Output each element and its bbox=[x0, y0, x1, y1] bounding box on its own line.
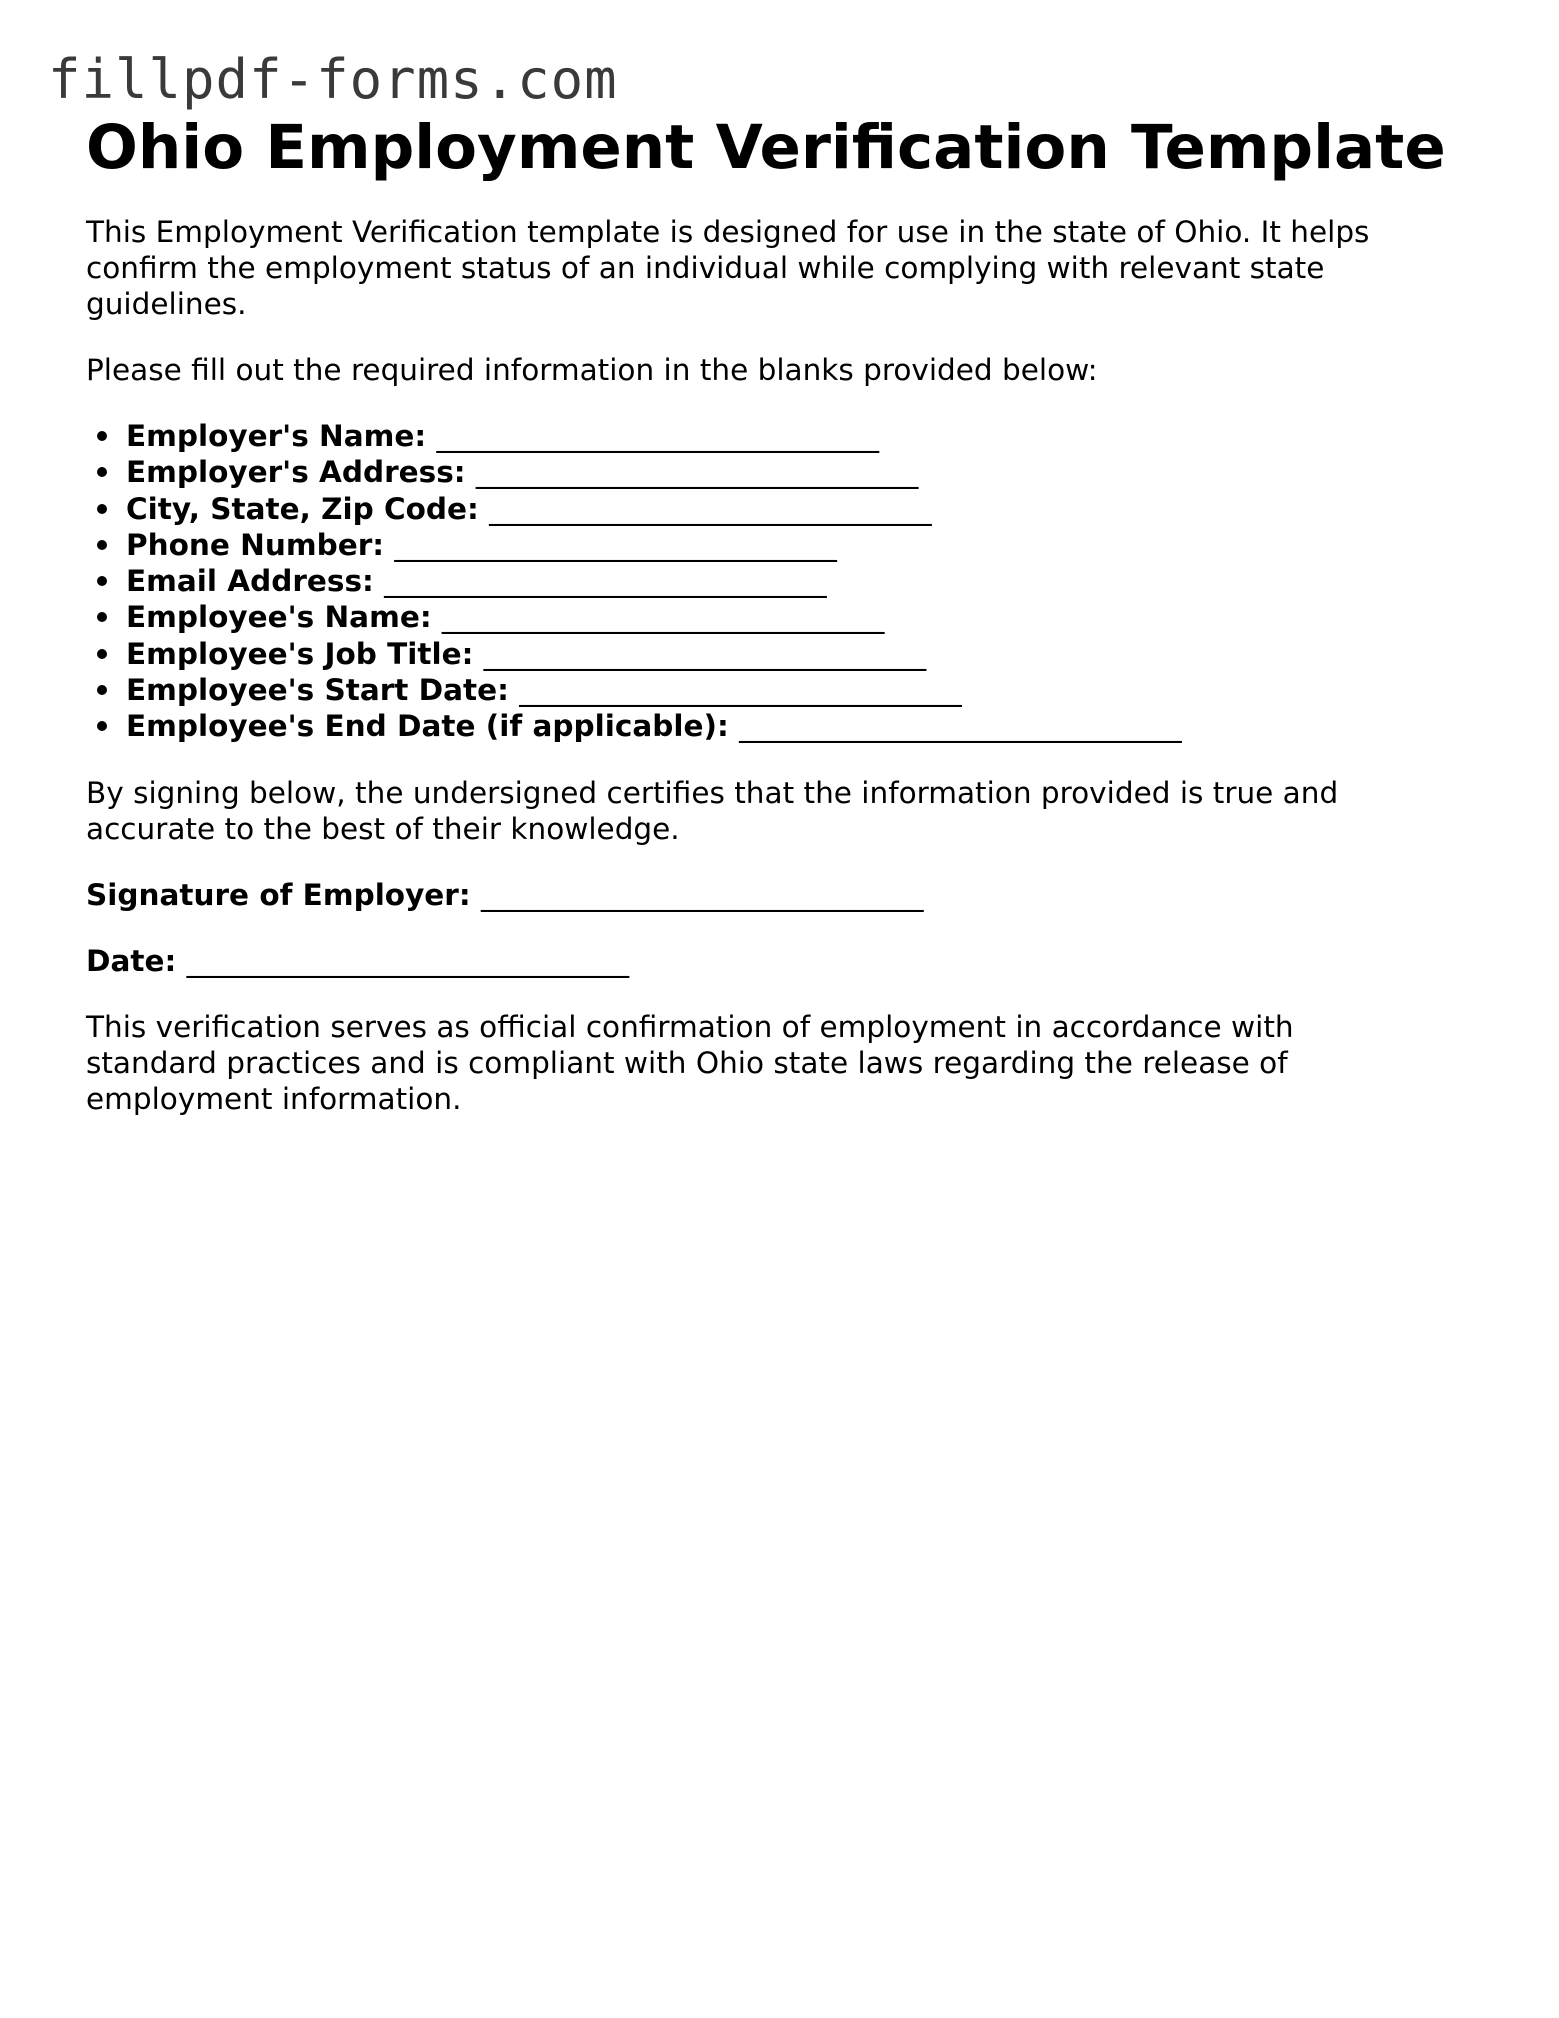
field-label: Employer's Name: bbox=[126, 419, 427, 453]
field-blank[interactable]: ______________________________ bbox=[489, 491, 932, 526]
field-label: Employee's Name: bbox=[126, 600, 432, 635]
field-label: Employee's Job Title: bbox=[126, 636, 474, 671]
field-label: Employee's End Date (if applicable): bbox=[126, 709, 729, 744]
field-city-state-zip bbox=[126, 491, 1486, 527]
field-employee-start-date bbox=[126, 672, 1486, 708]
field-label: Employee's Start Date: bbox=[126, 673, 509, 708]
field-email-address bbox=[126, 563, 1486, 599]
field-blank[interactable]: ______________________________ bbox=[475, 455, 919, 490]
field-blank[interactable]: ______________________________ bbox=[441, 600, 885, 635]
field-label: Phone Number: bbox=[126, 527, 385, 562]
field-blank[interactable]: ______________________________ bbox=[519, 673, 962, 708]
document-title: Ohio Employment Verification Template bbox=[86, 112, 1446, 183]
field-label: Email Address: bbox=[126, 564, 374, 599]
field-blank[interactable]: ______________________________ bbox=[739, 709, 1182, 744]
watermark-text: fillpdf-forms.com bbox=[48, 48, 618, 111]
field-employer-address bbox=[126, 454, 1486, 490]
field-list bbox=[86, 418, 1486, 745]
signature-label: Signature of Employer: bbox=[86, 877, 471, 912]
signature-line bbox=[86, 877, 1486, 913]
field-blank[interactable]: ______________________________ bbox=[384, 564, 827, 599]
certification-paragraph: By signing below, the undersigned certifies that the information provided is true and accurate to the best of their knowledge. bbox=[86, 775, 1339, 846]
field-employer-name bbox=[126, 418, 1486, 454]
date-blank[interactable]: ______________________________ bbox=[186, 943, 630, 978]
field-label: City, State, Zip Code: bbox=[126, 491, 479, 526]
instruction-paragraph: Please fill out the required information in the blanks provided below: bbox=[86, 353, 1098, 387]
field-blank[interactable]: ______________________________ bbox=[394, 527, 837, 562]
signature-blank[interactable]: ______________________________ bbox=[480, 877, 924, 912]
field-employee-job-title bbox=[126, 636, 1486, 672]
field-blank[interactable]: ______________________________ bbox=[483, 636, 927, 671]
date-line bbox=[86, 943, 1486, 979]
date-label: Date: bbox=[86, 943, 177, 978]
field-employee-end-date bbox=[126, 708, 1486, 744]
field-blank[interactable]: ______________________________ bbox=[436, 419, 879, 453]
closing-paragraph: This verification serves as official confirmation of employment in accordance with standard practices and is compliant with Ohio state laws regarding the release of employment information. bbox=[86, 1009, 1294, 1116]
field-employee-name bbox=[126, 599, 1486, 635]
document-body bbox=[86, 108, 1486, 1117]
field-label: Employer's Address: bbox=[126, 455, 466, 490]
field-phone-number bbox=[126, 527, 1486, 563]
intro-paragraph: This Employment Verification template is designed for use in the state of Ohio. It helps confirm the employment status of an individual while complying with relevant state guidelines. bbox=[86, 215, 1370, 321]
